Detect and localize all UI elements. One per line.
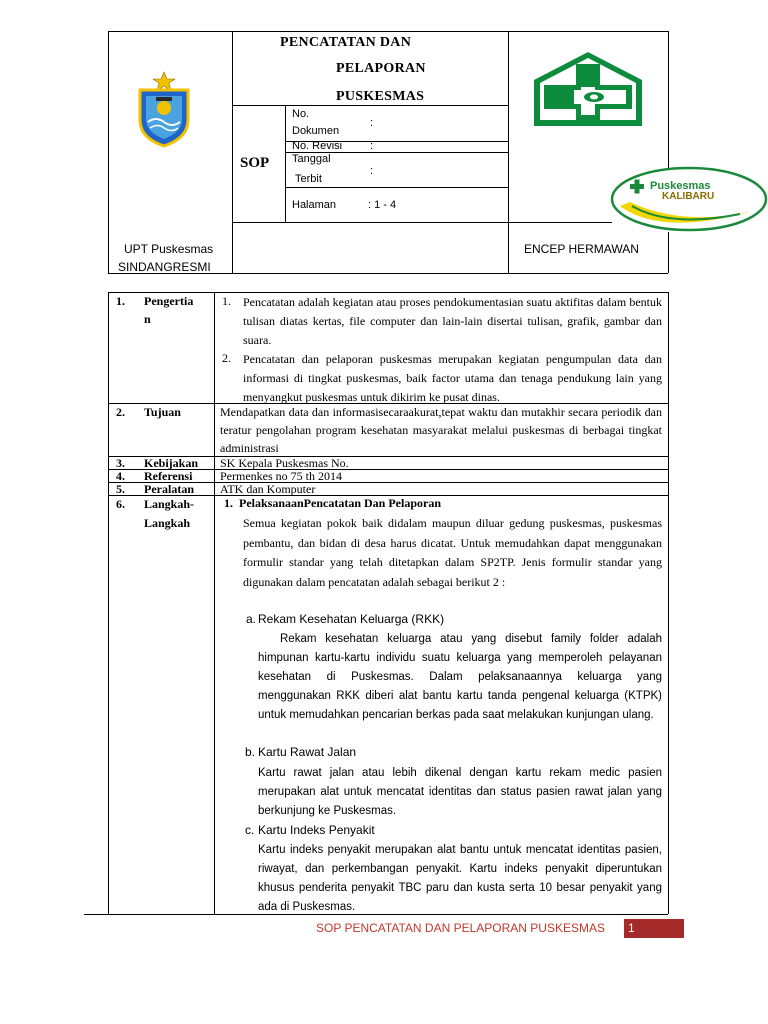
field-halaman-label: Halaman [292,199,337,211]
sop-label: SOP [240,155,270,171]
section-6-heading: 1. PelaksanaanPencatatan Dan Pelaporan [224,496,442,510]
field-no-revisi-colon: : [370,140,374,152]
org-name-line2: SINDANGRESMI [118,260,211,274]
section-5-text: ATK dan Komputer [220,482,316,496]
doc-title-line3: PUSKESMAS [336,89,425,104]
section-1-label-b: n [144,312,151,326]
footer-title: SOP PENCATATAN DAN PELAPORAN PUSKESMAS [316,921,605,935]
section-6-intro: Semua kegiatan pokok baik didalam maupun diluar gedung puskesmas, puskesmas pembantu, dan bidan di desa harus dicatat. Untuk memudahkan dapat menggunakan formulir standar yang telah ditetapkan dalam SP2TP. Jenis formulir standar yang digunakan dalam pencatatan adalah sebagai berikut 2 : [243,516,662,589]
section-6-sub-c-letter: c. [245,823,255,837]
section-1-item-1-text: Pencatatan adalah kegiatan atau proses pendokumentasian suatu aktifitas dalam bentuk tulisan diatas kertas, file computer dan lain-lain disertai tulisan, grafik, gambar dan suara. [243,295,662,347]
section-1-label-a: Pengertia [144,294,194,308]
section-6-label-b: Langkah [144,516,191,530]
section-6-sub-b-title: Kartu Rawat Jalan [258,745,357,759]
section-2-text: Mendapatkan data dan informasisecaraakurat,tepat waktu dan mutakhir secara periodik dan teratur pengolahan program kesehatan masyarakat melalui puskesmas di berbagai tingkat administrasi [220,405,662,455]
field-tanggal-label-b: Terbit [295,173,322,185]
puskesmas-kalibaru-logo [610,166,768,232]
section-2-number: 2. [116,405,125,419]
health-cross-logo-icon [530,50,646,130]
field-no-dokumen-label-a: No. [292,108,310,120]
field-no-dokumen-colon: : [370,117,374,129]
section-4-text: Permenkes no 75 th 2014 [220,469,342,483]
section-6-sub-b-letter: b. [245,745,256,759]
section-6-sub-c-title: Kartu Indeks Penyakit [258,823,375,837]
section-3-number: 3. [116,456,125,470]
footer-page-number: 1 [624,919,684,938]
section-6-sub-a-text: Rekam kesehatan keluarga atau yang disebut family folder adalah himpunan kartu-kartu individu suatu keluarga yang memperoleh pelayanan kesehatan di Puskesmas. Dalam pelaksanaannya keluarga yang menggunakan RKK diberi alat bantu kartu tanda pengenal keluarga (KTPK) untuk memudahkan pencarian berkas pada saat melakukan kunjungan ulang. [258,633,662,721]
section-3-label: Kebijakan [144,456,199,470]
section-6-label-a: Langkah- [144,497,195,511]
kalibaru-logo-text-top: Puskesmas [650,180,711,192]
field-tanggal-label-a: Tanggal [292,153,331,165]
section-1-number: 1. [116,294,125,308]
section-6-number: 6. [116,497,125,511]
section-6-sub-c-text: Kartu indeks penyakit merupakan alat bantu untuk mencatat identitas pasien, riwayat, dan perkembangan penyakit. Kartu indeks penyakit diperuntukan khusus penderita penyakit TBC paru dan kusta serta 10 besar penyakit yang ada di Puskesmas. [258,844,662,913]
section-4-label: Referensi [144,469,193,483]
section-6-sub-a-title: Rekam Kesehatan Keluarga (RKK) [258,612,445,626]
field-no-revisi-label: No. Revisi [292,140,343,152]
doc-title-line1: PENCATATAN DAN [280,35,412,50]
section-6-sub-a-letter: a. [246,612,257,626]
section-5-number: 5. [116,482,125,496]
district-emblem-icon [134,70,194,148]
signatory-name: ENCEP HERMAWAN [524,242,639,256]
section-1-item-1-number: 1. [222,294,231,308]
doc-title-line2: PELAPORAN [336,61,426,76]
field-halaman-value: : 1 - 4 [368,199,397,211]
section-1-item-2-text: Pencatatan dan pelaporan puskesmas merupakan kegiatan pengumpulan data dan informasi di tingkat puskesmas, baik factor utama dan tenaga pendukung lain yang menyangkut puskesmas untuk dikirim ke pusat dinas. [243,352,662,404]
section-3-text: SK Kepala Puskesmas No. [220,456,349,470]
section-2-label: Tujuan [144,405,181,419]
kalibaru-logo-text-bottom: KALIBARU [662,191,715,202]
section-1-item-2-number: 2. [222,351,231,365]
field-tanggal-colon: : [370,165,374,177]
section-6-sub-b-text: Kartu rawat jalan atau lebih dikenal dengan kartu rekam medic pasien merupakan alat untuk mencatat identitas dan status pasien rawat jalan yang berkunjung ke Puskesmas. [258,767,662,817]
section-5-label: Peralatan [144,482,194,496]
section-4-number: 4. [116,469,125,483]
field-no-dokumen-label-b: Dokumen [292,125,340,137]
org-name-line1: UPT Puskesmas [124,242,214,256]
